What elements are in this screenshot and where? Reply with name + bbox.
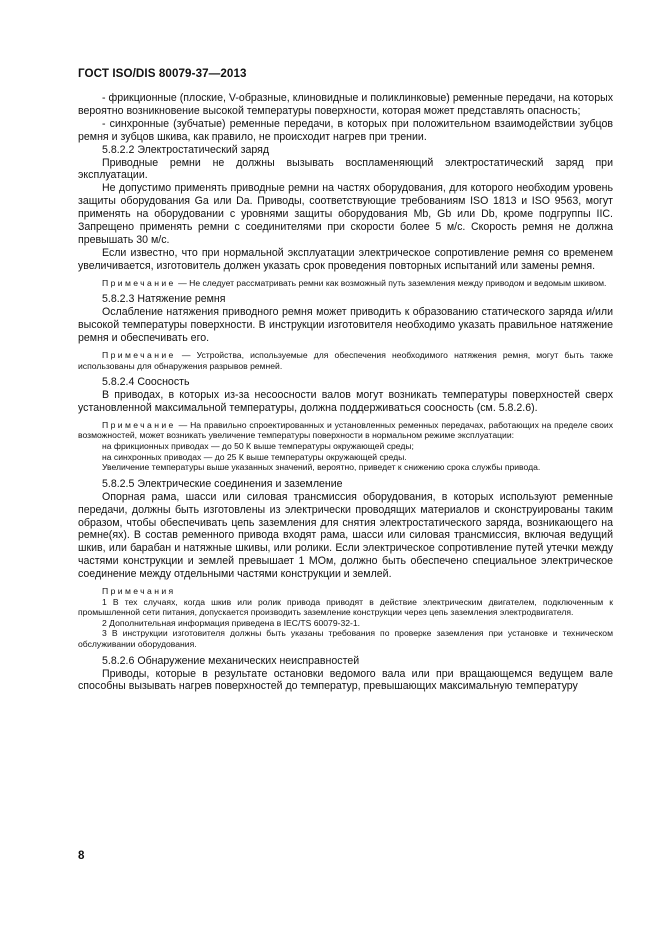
section-heading: 5.8.2.4 Соосность	[102, 376, 190, 389]
note	[78, 420, 613, 441]
page-number: 8	[78, 849, 85, 862]
page-content	[78, 92, 613, 693]
note	[78, 350, 613, 371]
note-label: Примечание	[102, 349, 176, 360]
note-item: 1 В тех случаях, когда шкив или ролик привода приводят в действие электрическим двигателем, подключенным к промышленной сети питания, допускается производить заземление конструкции через цепь заземления электродвигателя.	[78, 596, 613, 618]
section-heading: 5.8.2.3 Натяжение ремня	[102, 293, 226, 306]
note	[78, 278, 613, 289]
paragraph: Не допустимо применять приводные ремни на частях оборудования, для которого необходим уровень защиты оборудования Ga или Da. Приводы, соответствующие требованиям ISO 1813 и ISO 9563, могут применять на оборудовании с уровнями защиты оборудования Mb, Gb или Db, кроме подгруппы IIC. Запрещено применять ремни с соединителями при скорости более 5 м/с. Скорость ремня не должна превышать 30 м/с.	[78, 182, 613, 246]
section-heading: 5.8.2.5 Электрические соединения и заземление	[102, 477, 343, 490]
note-line: на фрикционных приводах — до 50 К выше температуры окружающей среды;	[102, 441, 414, 451]
paragraph: Приводные ремни не должны вызывать воспламеняющий электростатический заряд при эксплуатации.	[78, 156, 613, 182]
section-heading: 5.8.2.6 Обнаружение механических неисправностей	[102, 654, 360, 667]
notes-label: Примечания	[102, 586, 176, 597]
section-heading: 5.8.2.2 Электростатический заряд	[102, 143, 270, 156]
note-text: — На правильно спроектированных и установленных ременных передачах, работающих на пределе своих возможностей, может возникать увеличение температуры поверхности в нормальном режиме эксплуатации:	[78, 419, 613, 441]
note-label: Примечание	[102, 277, 176, 288]
paragraph: Ослабление натяжения приводного ремня может приводить к образованию статического заряда и/или высокой температуры поверхности. В инструкции изготовителя необходимо указать правильное натяжение ремня и обеспечивать его.	[78, 306, 613, 344]
paragraph: В приводах, в которых из-за несоосности валов могут возникать температуры поверхностей сверх установленной максимальной температуры, должна поддерживаться соосность (см. 5.8.2.6).	[78, 389, 613, 414]
note-text: — Устройства, используемые для обеспечения необходимого натяжения ремня, могут быть также использованы для обнаружения разрывов ремней.	[78, 349, 613, 371]
paragraph: Если известно, что при нормальной эксплуатации электрическое сопротивление ремня со временем увеличивается, изготовитель должен указать срок проведения повторных испытаний или замены ремня.	[78, 246, 613, 272]
note-text: — Не следует рассматривать ремни как возможный путь заземления между приводом и ведомым шкивом.	[175, 277, 607, 288]
note-label: Примечание	[102, 419, 176, 430]
paragraph: - синхронные (зубчатые) ременные передачи, в которых при положительном взаимодействии зубцов ремня и зубцов шкива, как правило, не происходит нагрев при трении.	[78, 117, 613, 143]
note-item: 2 Дополнительная информация приведена в IEC/TS 60079-32-1.	[102, 617, 361, 628]
paragraph: Приводы, которые в результате остановки ведомого вала или при вращающемся ведущем вале способны вызывать нагрев поверхностей до температур, превышающих максимальную температуру	[78, 667, 613, 693]
paragraph: Опорная рама, шасси или силовая трансмиссия оборудования, в которых используют ременные передачи, должны быть изготовлены из электрически проводящих материалов и сконструированы таким образом, чтобы обеспечивать цепь заземления для снятия электростатического заряда, возникающего на ремне(ях). В состав ременного привода входят рама, шасси или силовая трансмиссия, включая ведущий шкив, или барабан и натяжные шкивы, или ролики. Если электрическое сопротивление путей утечки между частями конструкции и землей превышает 1 МОм, должно быть обеспечено специальное электрическое соединение между отдельными частями конструкции и землей.	[78, 490, 613, 581]
note-line: Увеличение температуры выше указанных значений, вероятно, приведет к снижению срока службы привода.	[102, 462, 541, 473]
document-header: ГОСТ ISO/DIS 80079-37—2013	[78, 67, 247, 80]
note-item: 3 В инструкции изготовителя должны быть указаны требования по проверке заземления при установке и техническом обслуживании оборудования.	[78, 628, 613, 649]
note-line: на синхронных приводах — до 25 К выше температуры окружающей среды.	[102, 451, 407, 462]
paragraph: - фрикционные (плоские, V-образные, клиновидные и поликлинковые) ременные передачи, на которых вероятно возникновение высокой температуры поверхности, которая может представлять опасность;	[78, 92, 613, 117]
